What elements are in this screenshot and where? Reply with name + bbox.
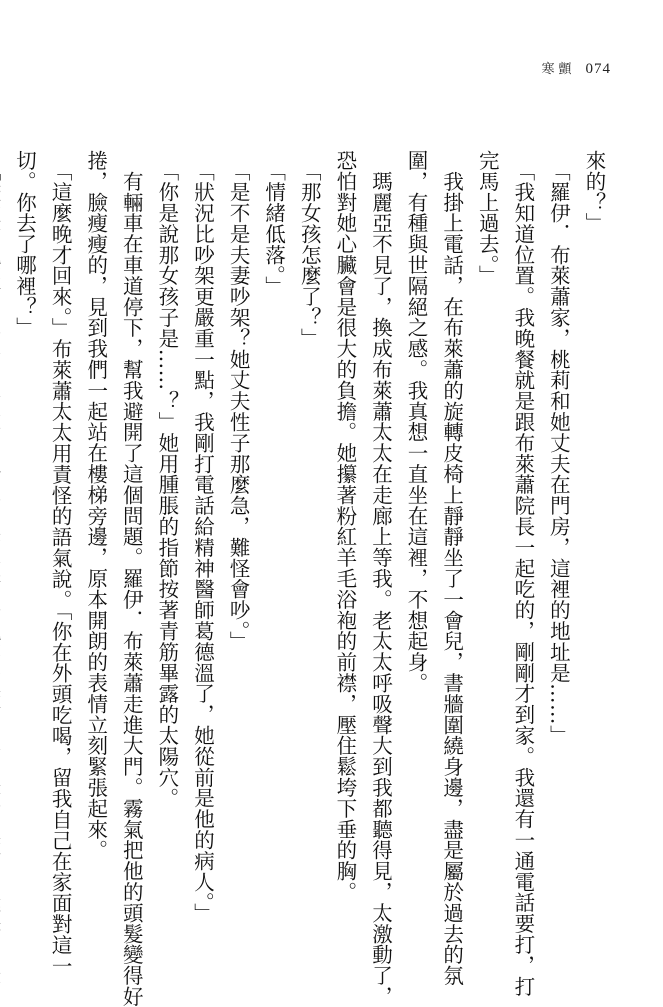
page-number: 074	[585, 61, 611, 77]
text-line: 「我知道位置。我晚餐就是跟布萊蕭院長一起吃的，剛剛才到家。我還有一通電話要打，打	[510, 150, 535, 997]
text-line: 我掛上電話，在布萊蕭的旋轉皮椅上靜靜坐了一會兒，書牆圍繞身邊，盡是屬於過去的氛	[439, 150, 464, 986]
text-line: 來的？」	[582, 150, 606, 234]
page-header	[541, 58, 611, 78]
text-line: 捲，臉瘦瘦的，見到我們一起站在樓梯旁邊，原本開朗的表情立刻緊張起來。	[83, 150, 108, 861]
text-line: 「情緒低落。」	[261, 150, 286, 297]
text-line: 「你是說那女孩子是……？」她用腫脹的指節按著青筋畢露的太陽穴。	[154, 150, 179, 809]
running-title: 寒顫	[541, 62, 576, 77]
body-text	[12, 150, 611, 1007]
text-line	[0, 150, 6, 882]
text-line: 「是不是夫妻吵架？她丈夫性子那麼急，難怪會吵。」	[226, 150, 251, 652]
text-line: 瑪麗亞不見了，換成布萊蕭太太在走廊上等我。老太太呼吸聲大到我都聽得見，太激動了，	[368, 150, 393, 1007]
text-line: 切。你去了哪裡？」	[12, 150, 37, 339]
text-line: 「這麼晚才回來。」布萊蕭太太用責怪的語氣說。「你在外頭吃喝，留我自己在家面對這一	[48, 150, 73, 977]
text-line: 有輛車在車道停下，幫我避開了這個問題。羅伊．布萊蕭走進大門。霧氣把他的頭髮變得好	[119, 150, 144, 1007]
text-line: 「羅伊．布萊蕭家，桃莉和她丈夫在門房，這裡的地址是……」	[546, 150, 571, 746]
text-line: 恐怕對她心臟會是很大的負擔。她攥著粉紅羊毛浴袍的前襟，壓住鬆垮下垂的胸。	[332, 150, 357, 903]
text-line: 「狀況比吵架更嚴重一點，我剛打電話給精神醫師葛德溫了，她從前是他的病人。」	[190, 150, 215, 924]
text-line: 圍，有種與世隔絕之感。我真想一直坐在這裡，不想起身。	[404, 150, 429, 694]
text-line: 完馬上過去。」	[475, 150, 500, 287]
text-line: 「那女孩怎麼了？」	[297, 150, 322, 349]
